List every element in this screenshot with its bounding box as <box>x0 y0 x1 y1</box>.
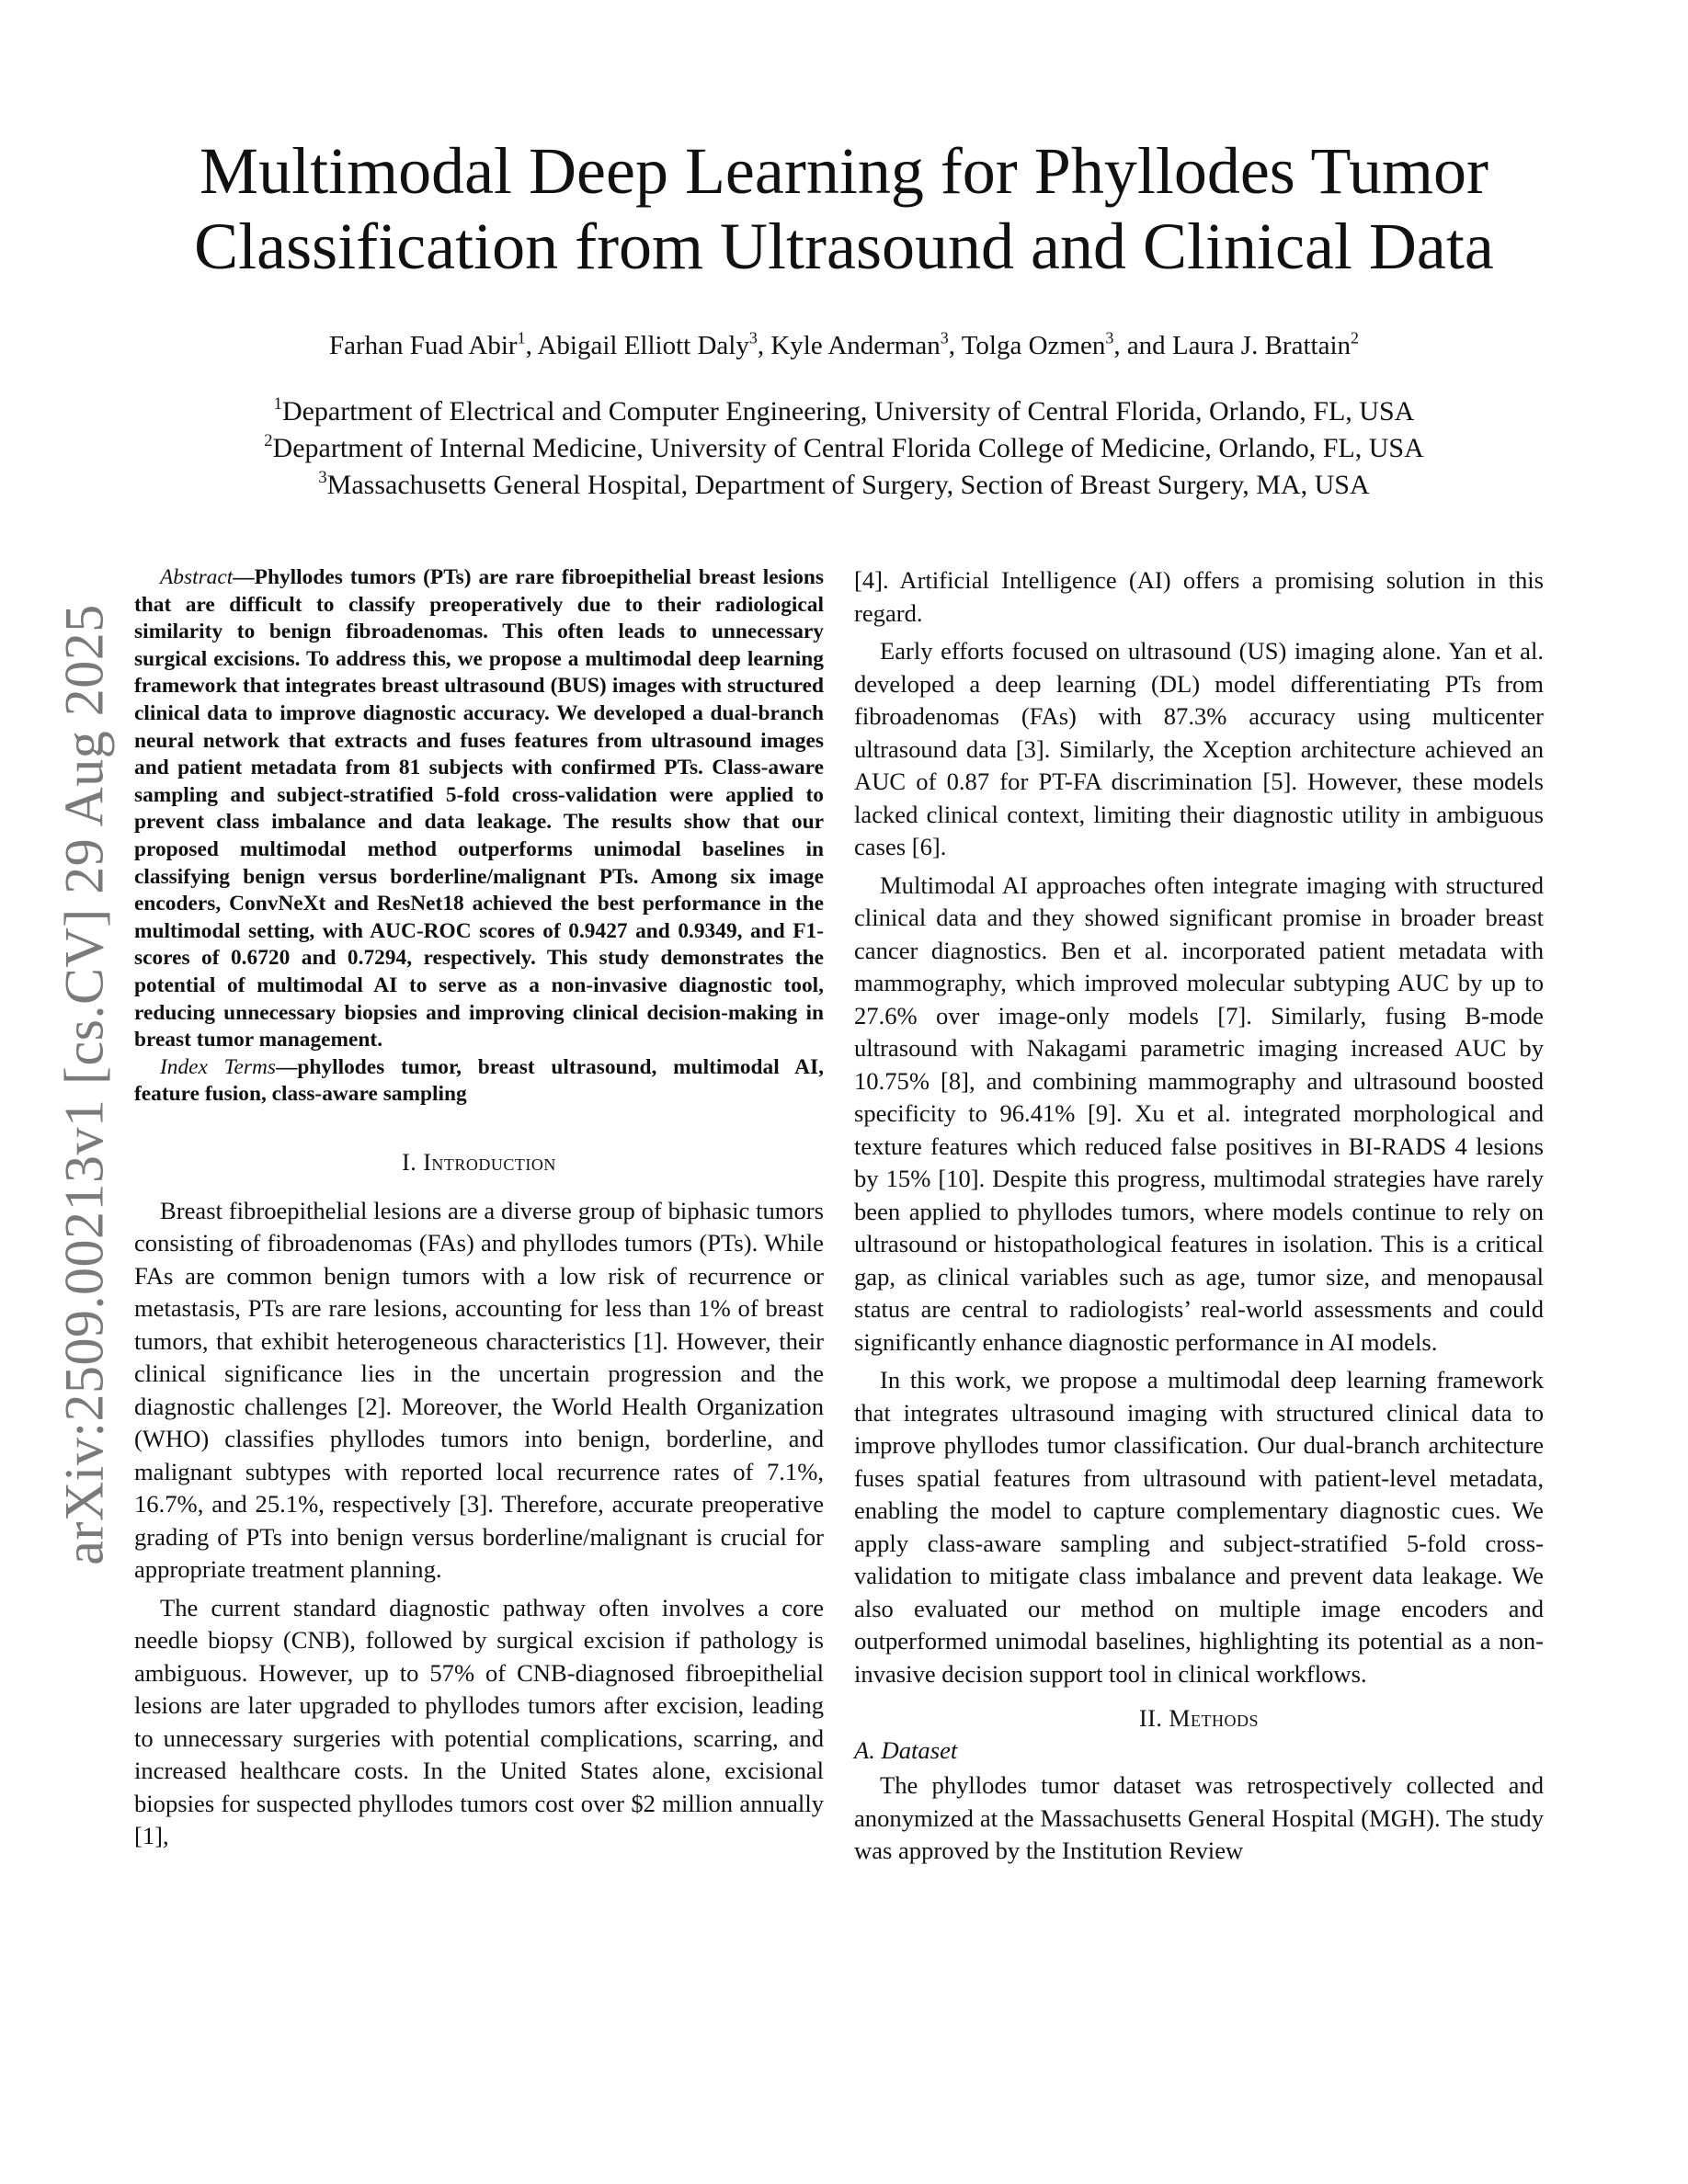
right-column <box>854 564 1544 1868</box>
affiliation-list <box>138 393 1550 504</box>
body-paragraph: Multimodal AI approaches often integrate imaging with structured clinical data and they showed significant promise in broader breast cancer diagnostics. Ben et al. incorporated patient metadata with mammography, which improved molecular subtyping AUC by up to 27.6% over image-only models [7]. Similarly, fusing B-mode ultrasound with Nakagami parametric imaging increased AUC by 10.75% [8], and combining mammography and ultrasound boosted specificity to 96.41% [9]. Xu et al. integrated morphological and texture features which reduced false positives in BI-RADS 4 lesions by 15% [10]. Despite this progress, multimodal strategies have rarely been applied to phyllodes tumors, where models continue to rely on ultrasound or histopathological features in isolation. This is a critical gap, as clinical variables such as age, tumor size, and menopausal status are central to radiologists’ real-world assessments and could significantly enhance diagnostic performance in AI models. <box>854 870 1544 1356</box>
arxiv-identifier: arXiv:2509.00213v1 [cs.CV] 29 Aug 2025 <box>53 604 115 1565</box>
author: Abigail Elliott Daly$^3$ <box>537 328 758 360</box>
author: Tolga Ozmen$^3$ <box>961 328 1114 360</box>
title-line: Multimodal Deep Learning for Phyllodes Tumor <box>200 134 1488 208</box>
author: Farhan Fuad Abir$^1$ <box>328 328 526 360</box>
affiliation: $^1$Department of Electrical and Computer Engineering, University of Central Florida, Orlando, FL, USA <box>273 393 1415 427</box>
body-paragraph: [4]. Artificial Intelligence (AI) offers a promising solution in this regard. <box>854 566 1544 627</box>
index-terms <box>134 1054 824 1109</box>
author-list <box>138 329 1550 362</box>
body-paragraph: In this work, we propose a multimodal deep learning framework that integrates ultrasound imaging with structured clinical data to improve phyllodes tumor classification. Our dual-branch architecture fuses spatial features from ultrasound with patient-level metadata, enabling the model to capture complementary diagnostic cues. We apply class-aware sampling and subject-stratified 5-fold cross-validation to mitigate class imbalance and prevent data leakage. We also evaluated our method on multiple image encoders and outperformed unimodal baselines, highlighting its potential as a non-invasive decision support tool in clinical workflows. <box>854 1366 1544 1688</box>
author-separator: , <box>525 331 538 360</box>
index-terms-text: —phyllodes tumor, breast ultrasound, multimodal AI, feature fusion, class-aware sampling <box>134 1054 824 1107</box>
paper-title <box>138 133 1550 284</box>
abstract-label: Abstract <box>160 565 234 589</box>
author-separator: , <box>948 331 962 360</box>
author-separator: , and <box>1113 331 1172 360</box>
subsection-heading-dataset: A. Dataset <box>854 1736 958 1764</box>
index-terms-label: Index Terms <box>160 1054 276 1079</box>
section-heading-introduction: I. Introduction <box>402 1148 556 1176</box>
section-heading-methods: II. Methods <box>1139 1705 1259 1732</box>
body-paragraph: The phyllodes tumor dataset was retrospectively collected and anonymized at the Massachusetts General Hospital (MGH). The study was approved by the Institution Review <box>854 1771 1544 1864</box>
body-paragraph: Early efforts focused on ultrasound (US) imaging alone. Yan et al. developed a deep learning (DL) model differentiating PTs from fibroadenomas (FAs) with 87.3% accuracy using multicenter ultrasound data [3]. Similarly, the Xception architecture achieved an AUC of 0.87 for PT-FA discrimination [5]. However, these models lacked clinical context, limiting their diagnostic utility in ambiguous cases [6]. <box>854 637 1544 860</box>
body-paragraph: Breast fibroepithelial lesions are a diverse group of biphasic tumors consisting of fibroadenomas (FAs) and phyllodes tumors (PTs). While FAs are common benign tumors with a low risk of recurrence or metastasis, PTs are rare lesions, accounting for less than 1% of breast tumors, that exhibit heterogeneous characteristics [1]. However, their clinical significance lies in the uncertain progression and the diagnostic challenges [2]. Moreover, the World Health Organization (WHO) classifies phyllodes tumors into benign, borderline, and malignant subtypes with reported local recurrence rates of 7.1%, 16.7%, and 25.1%, respectively [3]. Therefore, accurate preoperative grading of PTs into benign versus borderline/malignant is crucial for appropriate treatment planning. <box>134 1196 824 1584</box>
affiliation: $^2$Department of Internal Medicine, University of Central Florida College of Medicine, Orlando, FL, USA <box>264 430 1424 463</box>
title-line: Classification from Ultrasound and Clinical Data <box>194 210 1494 283</box>
affiliation: $^3$Massachusetts General Hospital, Department of Surgery, Section of Breast Surgery, MA, USA <box>318 467 1370 500</box>
author: Kyle Anderman$^3$ <box>770 328 949 360</box>
author-separator: , <box>757 331 771 360</box>
arxiv-side-stamp <box>48 597 121 1572</box>
author: Laura J. Brattain$^2$ <box>1171 328 1359 360</box>
body-paragraph: The current standard diagnostic pathway often involves a core needle biopsy (CNB), followed by surgical excision if pathology is ambiguous. However, up to 57% of CNB-diagnosed fibroepithelial lesions are later upgraded to phyllodes tumors after excision, leading to unnecessary surgeries with potential complications, scarring, and increased healthcare costs. In the United States alone, excisional biopsies for suspected phyllodes tumors cost over $2 million annually [1], <box>134 1593 824 1850</box>
abstract <box>134 564 824 1054</box>
abstract-text: —Phyllodes tumors (PTs) are rare fibroepithelial breast lesions that are difficult to classify preoperatively due to their radiological similarity to benign fibroadenomas. This often leads to unnecessary surgical excisions. To address this, we propose a multimodal deep learning framework that integrates breast ultrasound (BUS) images with structured clinical data to improve diagnostic accuracy. We developed a dual-branch neural network that extracts and fuses features from ultrasound images and patient metadata from 81 subjects with confirmed PTs. Class-aware sampling and subject-stratified 5-fold cross-validation were applied to prevent class imbalance and data leakage. The results show that our proposed multimodal method outperforms unimodal baselines in classifying benign versus borderline/malignant PTs. Among six image encoders, ConvNeXt and ResNet18 achieved the best performance in the multimodal setting, with AUC-ROC scores of 0.9427 and 0.9349, and F1-scores of 0.6720 and 0.7294, respectively. This study demonstrates the potential of multimodal AI to serve as a non-invasive diagnostic tool, reducing unnecessary biopsies and improving clinical decision-making in breast tumor management. <box>134 565 824 1052</box>
left-column <box>134 564 824 1853</box>
